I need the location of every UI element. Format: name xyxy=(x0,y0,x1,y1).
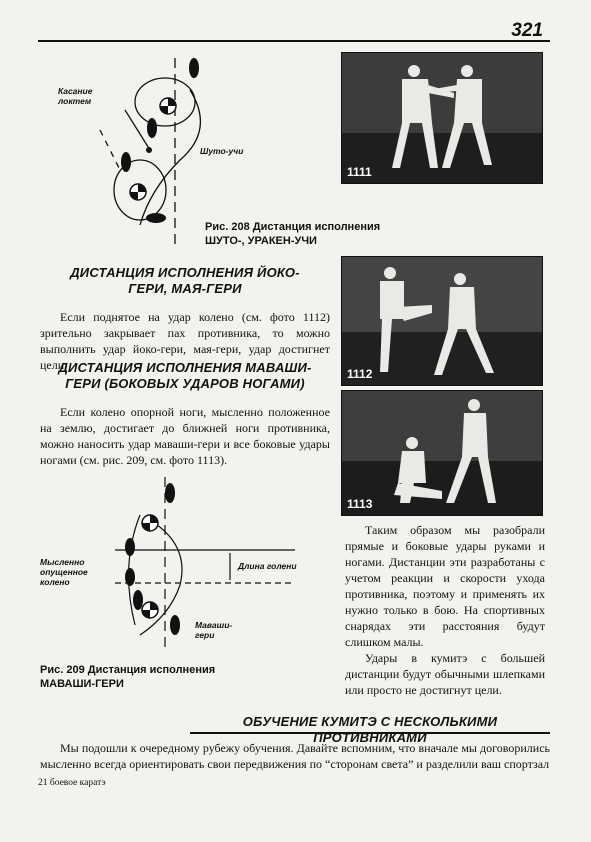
photo-1111-number: 1111 xyxy=(347,165,372,179)
photo-1113 xyxy=(341,390,543,516)
right-column-paragraph-2: Удары в кумитэ с большей дистанции будут обычными шлепками или просто не достигнут цели. xyxy=(345,651,545,697)
label-mawashi-geri: Маваши-гери xyxy=(195,620,233,640)
section-kumite-rule xyxy=(190,732,550,734)
section-mawashi-geri xyxy=(40,360,330,468)
section-yoko-geri-text: Если поднятое на удар колено (см. фото 1112) зрительно закрывает пах противника, то можно выполнить удар йоко-гери, мая-гери, удар достигнет цели. xyxy=(40,310,330,372)
figure-208-caption: Рис. 208 Дистанция исполнения ШУТО-, УРАКЕН-УЧИ xyxy=(205,221,381,247)
section-mawashi-geri-heading: ДИСТАНЦИЯ ИСПОЛНЕНИЯ МАВАШИ-ГЕРИ (БОКОВЫХ УДАРОВ НОГАМИ) xyxy=(58,360,312,391)
section-yoko-geri-heading: ДИСТАНЦИЯ ИСПОЛНЕНИЯ ЙОКО-ГЕРИ, МАЯ-ГЕРИ xyxy=(70,265,300,296)
photo-1112 xyxy=(341,256,543,386)
photo-1112-number: 1112 xyxy=(347,367,373,381)
right-column-text xyxy=(345,522,545,698)
photo-1111-image xyxy=(342,53,542,183)
label-shuto-uchi: Шуто-учи xyxy=(200,146,244,156)
section-yoko-geri xyxy=(40,265,330,373)
figure-209-diagram xyxy=(40,475,320,655)
header-rule xyxy=(38,40,550,42)
section-kumite-text-block xyxy=(40,740,550,772)
right-column-paragraph-1: Таким образом мы разобрали прямые и боковые удары руками и ногами. Дистанции эти разработаны с учетом реакции и скорости ухода противника, поэтому и применять их нужно только в бою. На спортивных снарядах эти расстояния будут слишком малы. xyxy=(345,523,545,649)
photo-1112-image xyxy=(342,257,542,385)
figure-209-caption: Рис. 209 Дистанция исполнения МАВАШИ-ГЕРИ xyxy=(40,664,216,690)
photo-1111 xyxy=(341,52,543,184)
page-footer: 21 боевое каратэ xyxy=(38,778,106,788)
photo-1113-number: 1113 xyxy=(347,497,373,511)
label-knee-lowered: Мысленно опущенное колено xyxy=(40,557,88,587)
section-kumite-heading: ОБУЧЕНИЕ КУМИТЭ С НЕСКОЛЬКИМИ ПРОТИВНИКАМИ xyxy=(242,714,498,745)
section-kumite-text: Мы подошли к очередному рубежу обучения. Давайте вспомним, что вначале мы договорились мысленно всегда ориентировать свои передвижения по “сторонам света” и разделили ваш спортзал xyxy=(40,741,550,771)
page-number: 321 xyxy=(511,20,543,41)
label-shin-length: Длина голени xyxy=(238,561,297,571)
section-mawashi-geri-text: Если колено опорной ноги, мысленно положенное на землю, достигает до ближней ноги противника, можно наносить удар маваши-гери и все боковые удары ногами (см. рис. 209, см. фото 1113). xyxy=(40,405,330,467)
label-touch-elbow: Касание локтем xyxy=(58,86,93,106)
